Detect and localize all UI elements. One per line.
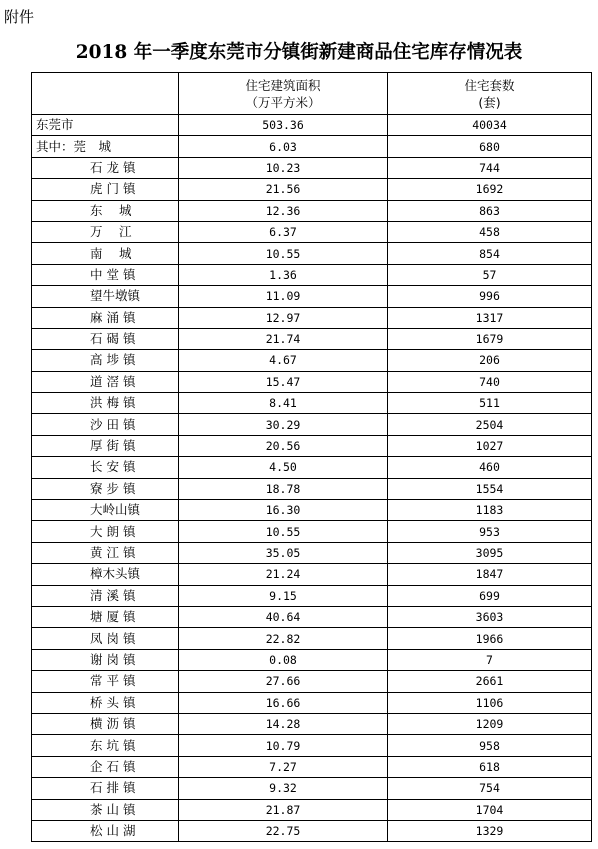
table-row xyxy=(32,606,592,627)
table-row xyxy=(32,820,592,841)
region-name-cell: 黄 江 镇 xyxy=(32,542,179,563)
header-units xyxy=(388,73,592,115)
units-cell: 1209 xyxy=(388,713,592,734)
table-row xyxy=(32,328,592,349)
region-name-cell: 大岭山镇 xyxy=(32,500,179,521)
region-name-cell: 横 沥 镇 xyxy=(32,713,179,734)
units-cell: 699 xyxy=(388,585,592,606)
region-name-cell: 麻 涌 镇 xyxy=(32,307,179,328)
table-row xyxy=(32,756,592,777)
table-row xyxy=(32,371,592,392)
units-cell: 953 xyxy=(388,521,592,542)
region-name-cell: 中 堂 镇 xyxy=(32,264,179,285)
table-row xyxy=(32,200,592,221)
area-cell: 20.56 xyxy=(179,435,388,456)
area-cell: 21.56 xyxy=(179,179,388,200)
region-name-cell: 石 排 镇 xyxy=(32,778,179,799)
area-cell: 1.36 xyxy=(179,264,388,285)
table-row xyxy=(32,307,592,328)
table-body xyxy=(32,73,592,842)
header-units-line1: 住宅套数 xyxy=(464,77,515,93)
table-row xyxy=(32,414,592,435)
table-row xyxy=(32,350,592,371)
table-row xyxy=(32,221,592,242)
table-row xyxy=(32,735,592,756)
units-cell: 618 xyxy=(388,756,592,777)
header-region xyxy=(32,73,179,115)
table-row xyxy=(32,435,592,456)
units-cell: 1183 xyxy=(388,500,592,521)
table-row xyxy=(32,649,592,670)
area-cell: 27.66 xyxy=(179,671,388,692)
header-area-line2: （万平方米） xyxy=(245,94,321,110)
table-row xyxy=(32,778,592,799)
area-cell: 35.05 xyxy=(179,542,388,563)
area-cell: 16.66 xyxy=(179,692,388,713)
area-cell: 10.55 xyxy=(179,521,388,542)
header-area xyxy=(179,73,388,115)
area-cell: 12.36 xyxy=(179,200,388,221)
area-cell: 21.24 xyxy=(179,564,388,585)
table-row xyxy=(32,500,592,521)
area-cell: 18.78 xyxy=(179,478,388,499)
area-cell: 11.09 xyxy=(179,286,388,307)
units-cell: 740 xyxy=(388,371,592,392)
area-cell: 22.82 xyxy=(179,628,388,649)
region-name-cell: 长 安 镇 xyxy=(32,457,179,478)
region-name-cell: 大 朗 镇 xyxy=(32,521,179,542)
region-name-cell: 其中：莞 城 xyxy=(32,136,179,157)
area-cell: 6.03 xyxy=(179,136,388,157)
units-cell: 511 xyxy=(388,393,592,414)
units-cell: 458 xyxy=(388,221,592,242)
units-cell: 1966 xyxy=(388,628,592,649)
area-cell: 30.29 xyxy=(179,414,388,435)
units-cell: 1027 xyxy=(388,435,592,456)
units-cell: 206 xyxy=(388,350,592,371)
area-cell: 503.36 xyxy=(179,115,388,136)
area-cell: 15.47 xyxy=(179,371,388,392)
region-name-cell: 茶 山 镇 xyxy=(32,799,179,820)
region-name-cell: 松 山 湖 xyxy=(32,820,179,841)
table-row xyxy=(32,136,592,157)
inventory-table xyxy=(31,72,592,842)
region-name-cell: 企 石 镇 xyxy=(32,756,179,777)
region-name-cell: 虎 门 镇 xyxy=(32,179,179,200)
table-row xyxy=(32,264,592,285)
table-row xyxy=(32,628,592,649)
units-cell: 1692 xyxy=(388,179,592,200)
area-cell: 14.28 xyxy=(179,713,388,734)
region-name-cell: 寮 步 镇 xyxy=(32,478,179,499)
units-cell: 57 xyxy=(388,264,592,285)
region-name-cell: 常 平 镇 xyxy=(32,671,179,692)
units-cell: 3095 xyxy=(388,542,592,563)
table-row xyxy=(32,799,592,820)
header-units-line2: (套) xyxy=(478,94,501,110)
region-name-cell: 石 碣 镇 xyxy=(32,328,179,349)
table-row xyxy=(32,179,592,200)
units-cell: 863 xyxy=(388,200,592,221)
table-row xyxy=(32,692,592,713)
units-cell: 3603 xyxy=(388,606,592,627)
area-cell: 12.97 xyxy=(179,307,388,328)
region-name-cell: 东 坑 镇 xyxy=(32,735,179,756)
units-cell: 1847 xyxy=(388,564,592,585)
table-row xyxy=(32,585,592,606)
table-row xyxy=(32,671,592,692)
units-cell: 744 xyxy=(388,157,592,178)
table-row xyxy=(32,157,592,178)
region-name-cell: 凤 岗 镇 xyxy=(32,628,179,649)
units-cell: 1679 xyxy=(388,328,592,349)
area-cell: 7.27 xyxy=(179,756,388,777)
region-name-cell: 道 滘 镇 xyxy=(32,371,179,392)
region-name-cell: 万 江 xyxy=(32,221,179,242)
area-cell: 4.50 xyxy=(179,457,388,478)
region-name-cell: 南 城 xyxy=(32,243,179,264)
region-name-cell: 洪 梅 镇 xyxy=(32,393,179,414)
units-cell: 996 xyxy=(388,286,592,307)
units-cell: 2661 xyxy=(388,671,592,692)
table-row xyxy=(32,286,592,307)
units-cell: 7 xyxy=(388,649,592,670)
table-row xyxy=(32,542,592,563)
page-title: 2018 年一季度东莞市分镇街新建商品住宅库存情况表 xyxy=(75,42,523,63)
area-cell: 16.30 xyxy=(179,500,388,521)
attachment-label: 附件 xyxy=(4,8,35,26)
area-cell: 6.37 xyxy=(179,221,388,242)
region-name-cell: 沙 田 镇 xyxy=(32,414,179,435)
region-name-cell: 东莞市 xyxy=(32,115,179,136)
units-cell: 680 xyxy=(388,136,592,157)
region-name-cell: 高 埗 镇 xyxy=(32,350,179,371)
area-cell: 8.41 xyxy=(179,393,388,414)
region-name-cell: 樟木头镇 xyxy=(32,564,179,585)
table-row xyxy=(32,564,592,585)
units-cell: 1106 xyxy=(388,692,592,713)
units-cell: 460 xyxy=(388,457,592,478)
area-cell: 10.23 xyxy=(179,157,388,178)
area-cell: 9.32 xyxy=(179,778,388,799)
table-row xyxy=(32,243,592,264)
region-name-cell: 石 龙 镇 xyxy=(32,157,179,178)
table-row xyxy=(32,521,592,542)
header-area-line1: 住宅建筑面积 xyxy=(245,77,321,93)
area-cell: 10.79 xyxy=(179,735,388,756)
units-cell: 40034 xyxy=(388,115,592,136)
table-row xyxy=(32,457,592,478)
area-cell: 9.15 xyxy=(179,585,388,606)
table-row xyxy=(32,393,592,414)
units-cell: 754 xyxy=(388,778,592,799)
region-name-cell: 厚 街 镇 xyxy=(32,435,179,456)
region-name-cell: 望牛墩镇 xyxy=(32,286,179,307)
area-cell: 22.75 xyxy=(179,820,388,841)
units-cell: 2504 xyxy=(388,414,592,435)
units-cell: 1554 xyxy=(388,478,592,499)
area-cell: 10.55 xyxy=(179,243,388,264)
region-name-cell: 桥 头 镇 xyxy=(32,692,179,713)
units-cell: 1329 xyxy=(388,820,592,841)
units-cell: 958 xyxy=(388,735,592,756)
table-row xyxy=(32,713,592,734)
area-cell: 40.64 xyxy=(179,606,388,627)
region-name-cell: 清 溪 镇 xyxy=(32,585,179,606)
table-header-row xyxy=(32,73,592,115)
region-name-cell: 东 城 xyxy=(32,200,179,221)
units-cell: 854 xyxy=(388,243,592,264)
region-name-cell: 塘 厦 镇 xyxy=(32,606,179,627)
area-cell: 0.08 xyxy=(179,649,388,670)
units-cell: 1704 xyxy=(388,799,592,820)
table-row xyxy=(32,478,592,499)
units-cell: 1317 xyxy=(388,307,592,328)
area-cell: 21.74 xyxy=(179,328,388,349)
table-row xyxy=(32,115,592,136)
area-cell: 4.67 xyxy=(179,350,388,371)
region-name-cell: 谢 岗 镇 xyxy=(32,649,179,670)
area-cell: 21.87 xyxy=(179,799,388,820)
